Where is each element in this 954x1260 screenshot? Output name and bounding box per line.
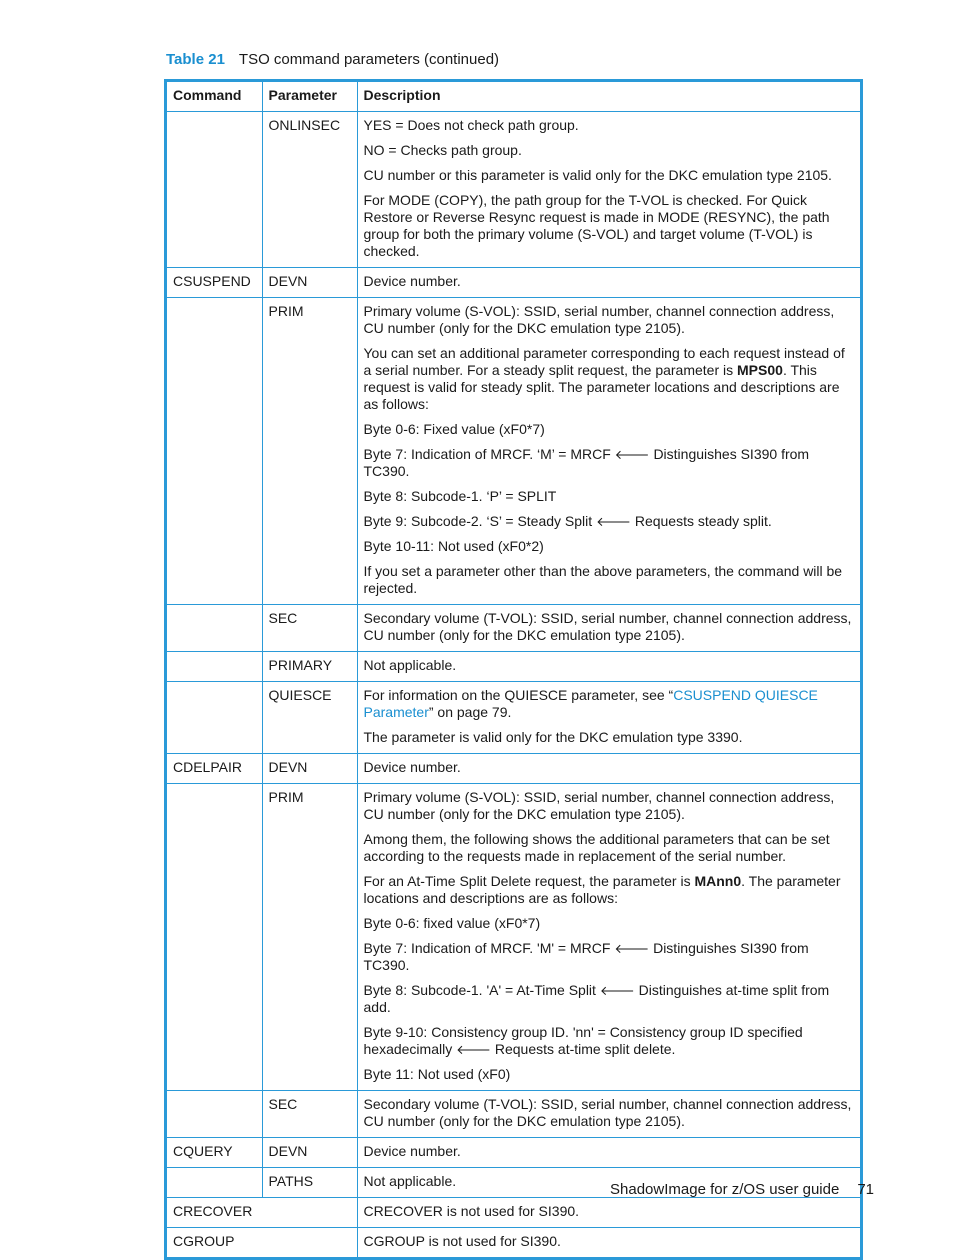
- text-run: Requests steady split.: [634, 513, 772, 529]
- table-row: [167, 1091, 860, 1138]
- text-run: . The parameter locations and descriptions are as follows:: [363, 873, 841, 906]
- table-row: [167, 1198, 860, 1228]
- description-cell: [357, 1138, 860, 1168]
- description-text: The parameter is valid only for the DKC emulation type 3390.: [363, 729, 743, 745]
- description-cell: [357, 754, 860, 784]
- description-cell: [357, 268, 860, 298]
- left-arrow-icon: 🡐: [596, 514, 631, 529]
- description-text: CU number or this parameter is valid only for the DKC emulation type 2105.: [363, 167, 832, 183]
- text-run: Byte 9-10: Consistency group ID. 'nn' = Consistency group ID specified hexadecimally: [363, 1024, 803, 1057]
- description-text: Primary volume (S-VOL): SSID, serial number, channel connection address, CU number (only for the DKC emulation type 2105).: [363, 789, 835, 822]
- parameter-cell: PRIMARY: [262, 652, 357, 682]
- description-text: [364, 873, 855, 907]
- table-title: TSO command parameters (continued): [238, 51, 500, 68]
- description-text: [364, 1024, 855, 1058]
- text-run: Byte 8: Subcode-1. 'A' = At-Time Split: [363, 982, 600, 998]
- description-text: CRECOVER is not used for SI390.: [363, 1203, 580, 1219]
- command-cell: [167, 605, 262, 652]
- description-text: YES = Does not check path group.: [363, 117, 579, 133]
- left-arrow-icon: 🡐: [599, 983, 635, 998]
- text-run: Byte 7: Indication of MRCF. ‘M’ = MRCF: [363, 446, 615, 462]
- column-header-command: Command: [167, 82, 262, 112]
- text-run: For an At-Time Split Delete request, the parameter is: [363, 873, 695, 889]
- description-text: Byte 0-6: fixed value (xF0*7): [363, 915, 541, 931]
- parameter-cell: ONLINSEC: [262, 112, 357, 268]
- text-run: Requests at-time split delete.: [494, 1041, 676, 1057]
- description-text: [364, 513, 855, 530]
- command-cell: CRECOVER: [167, 1198, 357, 1228]
- description-cell: [357, 1228, 860, 1258]
- table-row: [167, 1228, 860, 1258]
- column-header-description: Description: [357, 82, 860, 112]
- description-text: [364, 446, 855, 480]
- table-row: [167, 112, 860, 268]
- command-cell: CQUERY: [167, 1138, 262, 1168]
- parameter-value: MPS00: [737, 362, 783, 378]
- description-text: Secondary volume (T-VOL): SSID, serial number, channel connection address, CU number (only for the DKC emulation type 2105).: [363, 610, 852, 643]
- text-run: Byte 9: Subcode-2. ‘S’ = Steady Split: [363, 513, 597, 529]
- description-cell: [357, 112, 860, 268]
- parameter-value: MAnn0: [694, 873, 742, 889]
- left-arrow-icon: 🡐: [456, 1042, 491, 1057]
- tso-parameters-table: [164, 79, 863, 1260]
- text-run: ” on page 79.: [428, 704, 512, 720]
- description-cell: [357, 605, 860, 652]
- command-cell: [167, 652, 262, 682]
- description-text: Byte 8: Subcode-1. ‘P’ = SPLIT: [363, 488, 557, 504]
- command-cell: [167, 298, 262, 605]
- description-text: Primary volume (S-VOL): SSID, serial number, channel connection address, CU number (only for the DKC emulation type 2105).: [363, 303, 835, 336]
- text-run: . This request is valid for steady split. The parameter locations and descriptions are as follows:: [363, 362, 840, 412]
- table-row: [167, 682, 860, 754]
- parameter-cell: DEVN: [262, 754, 357, 784]
- column-header-parameter: Parameter: [262, 82, 357, 112]
- description-cell: [357, 682, 860, 754]
- description-text: Device number.: [363, 759, 461, 775]
- text-run: For information on the QUIESCE parameter, see “: [363, 687, 674, 703]
- description-text: Byte 11: Not used (xF0): [363, 1066, 511, 1082]
- command-cell: [167, 682, 262, 754]
- parameter-cell: SEC: [262, 1091, 357, 1138]
- text-run: You can set an additional parameter corresponding to each request instead of a serial number. For a steady split request, the parameter is: [363, 345, 845, 378]
- text-run: Byte 7: Indication of MRCF. 'M' = MRCF: [363, 940, 615, 956]
- description-cell: [357, 298, 860, 605]
- description-text: Secondary volume (T-VOL): SSID, serial number, channel connection address, CU number (only for the DKC emulation type 2105).: [363, 1096, 852, 1129]
- page-footer: [610, 1180, 874, 1200]
- table-row: [167, 754, 860, 784]
- description-cell: [357, 784, 860, 1091]
- description-text: Not applicable.: [363, 1173, 457, 1189]
- description-text: [364, 940, 855, 974]
- description-cell: [357, 1091, 860, 1138]
- text-run: Distinguishes at-time split from add.: [363, 982, 830, 1015]
- description-cell: [357, 1198, 860, 1228]
- parameter-cell: SEC: [262, 605, 357, 652]
- description-cell: [357, 652, 860, 682]
- command-cell: [167, 784, 262, 1091]
- table-number: Table 21: [166, 51, 225, 68]
- footer-title: ShadowImage for z/OS user guide: [610, 1181, 840, 1198]
- parameter-cell: PRIM: [262, 784, 357, 1091]
- description-text: Byte 10-11: Not used (xF0*2): [363, 538, 544, 554]
- description-text: Not applicable.: [363, 657, 457, 673]
- text-run: Distinguishes SI390 from TC390.: [363, 446, 810, 479]
- table-header-row: [167, 82, 860, 112]
- page-number: 71: [857, 1181, 874, 1198]
- table-row: [167, 784, 860, 1091]
- table-caption: [166, 50, 499, 70]
- description-text: NO = Checks path group.: [363, 142, 522, 158]
- description-text: If you set a parameter other than the above parameters, the command will be rejected.: [363, 563, 843, 596]
- left-arrow-icon: 🡐: [614, 941, 650, 956]
- description-text: CGROUP is not used for SI390.: [363, 1233, 561, 1249]
- command-cell: [167, 1091, 262, 1138]
- description-text: [364, 687, 855, 721]
- description-text: Device number.: [363, 1143, 461, 1159]
- parameter-cell: QUIESCE: [262, 682, 357, 754]
- description-text: Device number.: [363, 273, 461, 289]
- description-text: For MODE (COPY), the path group for the T-VOL is checked. For Quick Restore or Reverse Resync request is made in MODE (RESYNC), the path group for both the primary volume (S-VOL) and target volume (T-VOL) is checked.: [363, 192, 830, 259]
- text-run: Distinguishes SI390 from TC390.: [363, 940, 809, 973]
- command-cell: CDELPAIR: [167, 754, 262, 784]
- command-cell: CSUSPEND: [167, 268, 262, 298]
- command-cell: [167, 1168, 262, 1198]
- description-text: [364, 982, 855, 1016]
- parameter-cell: DEVN: [262, 268, 357, 298]
- description-text: [364, 345, 855, 413]
- table-row: [167, 605, 860, 652]
- csuspend-quiesce-link[interactable]: CSUSPEND QUIESCE Parameter: [363, 687, 818, 720]
- table-row: [167, 1138, 860, 1168]
- description-text: Among them, the following shows the additional parameters that can be set according to the requests made in replacement of the serial number.: [363, 831, 830, 864]
- table-row: [167, 268, 860, 298]
- table-row: [167, 298, 860, 605]
- parameter-cell: PRIM: [262, 298, 357, 605]
- description-text: Byte 0-6: Fixed value (xF0*7): [363, 421, 545, 437]
- parameter-cell: PATHS: [262, 1168, 357, 1198]
- table-row: [167, 652, 860, 682]
- command-cell: CGROUP: [167, 1228, 357, 1258]
- parameter-cell: DEVN: [262, 1138, 357, 1168]
- command-cell: [167, 112, 262, 268]
- left-arrow-icon: 🡐: [614, 447, 650, 462]
